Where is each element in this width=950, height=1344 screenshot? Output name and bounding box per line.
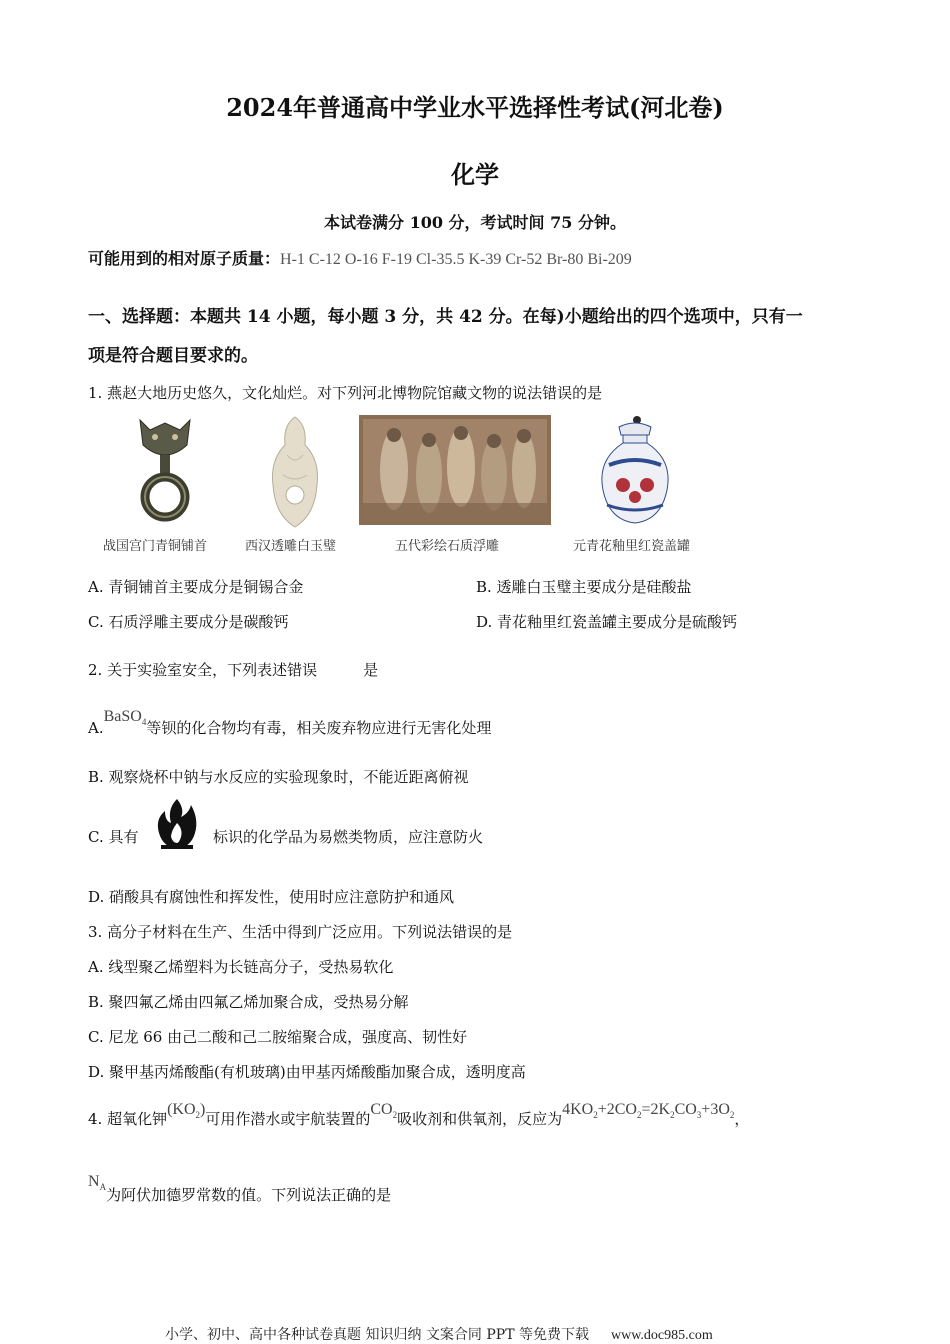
eq-sub1: 2 bbox=[593, 1110, 598, 1121]
q3-option-a: A. 线型聚乙烯塑料为长链高分子，受热易软化 bbox=[88, 958, 394, 976]
q4-stem bbox=[88, 1098, 750, 1128]
q1-option-b: B. 透雕白玉璧主要成分是硅酸盐 bbox=[476, 578, 692, 596]
eq-sub2: 2 bbox=[636, 1110, 642, 1121]
q4-comma: ， bbox=[734, 1110, 750, 1128]
atomic-mass-values: H-1 C-12 O-16 F-19 Cl-35.5 K-39 Cr-52 Br-80 Bi-209 bbox=[280, 251, 632, 268]
eq-sub4: 3 bbox=[696, 1110, 702, 1121]
eq-term2: +2CO bbox=[597, 1101, 637, 1118]
eq-term5: +3O bbox=[701, 1101, 730, 1118]
q3-option-b: B. 聚四氟乙烯由四氟乙烯加聚合成，受热易分解 bbox=[88, 993, 409, 1011]
atomic-mass-line bbox=[88, 246, 632, 269]
eq-sub5: 2 bbox=[729, 1110, 735, 1121]
q1-option-a: A. 青铜铺首主要成分是铜锡合金 bbox=[88, 578, 304, 596]
q2-option-b: B. 观察烧杯中钠与水反应的实验现象时，不能近距离俯视 bbox=[88, 768, 469, 786]
eq-term4: CO bbox=[674, 1101, 697, 1118]
ko2-sub: 2 bbox=[195, 1110, 201, 1121]
q4-stem-part1: 4. 超氧化钾 bbox=[88, 1110, 168, 1128]
section-heading-line2: 项是符合题目要求的。 bbox=[88, 346, 258, 366]
ko2-base: KO bbox=[172, 1101, 196, 1118]
q1-stem: 1. 燕赵大地历史悠久，文化灿烂。对下列河北博物院馆藏文物的说法错误的是 bbox=[88, 384, 603, 402]
baso4-formula bbox=[103, 708, 147, 728]
ko2-formula: $(KO_2)$ bbox=[167, 1101, 206, 1121]
caption-jar: 元青花釉里红瓷盖罐 bbox=[573, 539, 691, 554]
flammable-icon bbox=[155, 797, 199, 851]
reaction-equation bbox=[562, 1101, 735, 1121]
porcelain-jar-image bbox=[595, 415, 675, 531]
baso4-sub: 4 bbox=[141, 717, 147, 728]
co2-base: CO bbox=[370, 1101, 393, 1118]
eq-sub3: 2 bbox=[670, 1110, 675, 1121]
q3-option-d: D. 聚甲基丙烯酸酯(有机玻璃)由甲基丙烯酸酯加聚合成，透明度高 bbox=[88, 1063, 526, 1081]
q2-stem bbox=[88, 659, 378, 680]
eq-term3: =2K bbox=[641, 1101, 671, 1118]
caption-bronze: 战国宫门青铜铺首 bbox=[103, 539, 208, 554]
na-base: N bbox=[88, 1173, 100, 1190]
q3-stem: 3. 高分子材料在生产、生活中得到广泛应用。下列说法错误的是 bbox=[88, 923, 513, 941]
footer-url[interactable]: www.doc985.com bbox=[610, 1328, 713, 1343]
q1-option-d: D. 青花釉里红瓷盖罐主要成分是硫酸钙 bbox=[476, 613, 738, 631]
q2-option-c-text: 标识的化学品为易燃类物质，应注意防火 bbox=[213, 828, 484, 846]
q2-option-c-prefix: C. 具有 bbox=[88, 828, 139, 846]
eq-term1: 4KO bbox=[562, 1101, 594, 1118]
artifact-gallery bbox=[95, 415, 735, 555]
q2-a-text: 等钡的化合物均有毒，相关废弃物应进行无害化处理 bbox=[146, 719, 492, 737]
section-heading-line1: 一、选择题：本题共 14 小题，每小题 3 分，共 42 分。在每)小题给出的四个选项中，只有一 bbox=[88, 307, 803, 327]
exam-info: 本试卷满分 100 分，考试时间 75 分钟。 bbox=[324, 213, 626, 232]
q2-a-prefix: A. bbox=[88, 719, 104, 737]
subject-title: 化学 bbox=[451, 160, 499, 189]
q4-stem-part2: 可用作潜水或宇航装置的 bbox=[205, 1110, 371, 1128]
q1-option-c: C. 石质浮雕主要成分是碳酸钙 bbox=[88, 613, 289, 631]
q2-option-d: D. 硝酸具有腐蚀性和挥发性，使用时应注意防护和通风 bbox=[88, 888, 455, 906]
co2-sub: 2 bbox=[392, 1110, 398, 1121]
stone-relief-image bbox=[359, 415, 551, 529]
q4-line2 bbox=[88, 1170, 392, 1204]
exam-title: 2024年普通高中学业水平选择性考试(河北卷) bbox=[226, 93, 724, 122]
na-symbol bbox=[88, 1173, 107, 1193]
q2-option-a bbox=[88, 705, 492, 737]
atomic-mass-label: 可能用到的相对原子质量： bbox=[88, 249, 281, 268]
co2-formula bbox=[370, 1101, 398, 1121]
baso4-base: BaSO bbox=[103, 708, 142, 725]
bronze-knocker-image bbox=[125, 415, 205, 529]
caption-relief: 五代彩绘石质浮雕 bbox=[395, 539, 500, 554]
q2-stem-part1: 2. 关于实验室安全，下列表述错误 bbox=[88, 661, 318, 679]
footer-text: 小学、初中、高中各种试卷真题 知识归纳 文案合同 PPT 等免费下载 bbox=[165, 1327, 589, 1343]
na-sub: A bbox=[99, 1182, 107, 1193]
q3-option-c: C. 尼龙 66 由己二酸和己二胺缩聚合成，强度高、韧性好 bbox=[88, 1028, 468, 1046]
q4-line2-text: 为阿伏加德罗常数的值。下列说法正确的是 bbox=[106, 1186, 392, 1204]
footer bbox=[165, 1324, 713, 1344]
q2-stem-part2: 是 bbox=[363, 661, 379, 679]
caption-jade: 西汉透雕白玉璧 bbox=[245, 539, 337, 554]
jade-disc-image bbox=[265, 415, 325, 534]
q4-stem-part3: 吸收剂和供氧剂，反应为 bbox=[397, 1110, 563, 1128]
